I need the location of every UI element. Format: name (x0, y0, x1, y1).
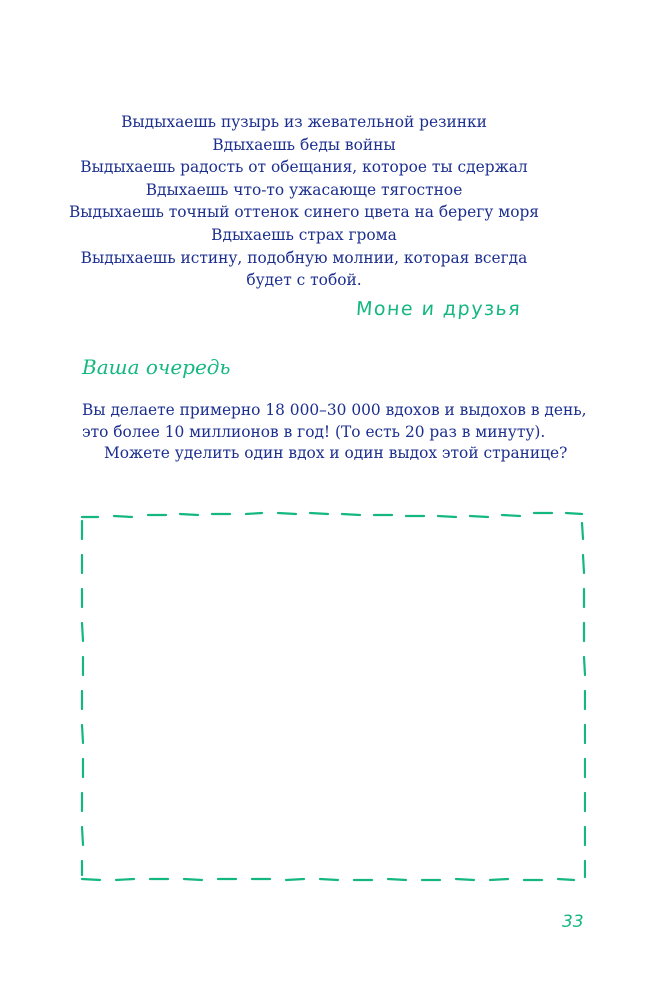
paragraph-line: Вы делаете примерно 18 000–30 000 вдохов и выдохов в день, (82, 401, 587, 419)
poem-line: Выдыхаешь радость от обещания, которое ты сдержал (80, 158, 528, 177)
poem-line: Выдыхаешь точный оттенок синего цвета на берегу моря (68, 203, 540, 222)
page-number: 33 (562, 912, 584, 932)
paragraph-line: это более 10 миллионов в год! (То есть 20 раз в минуту). (82, 422, 546, 441)
dashed-drawing-area[interactable] (80, 509, 586, 883)
poem-line: будет с тобой. (246, 271, 362, 290)
poem (0, 111, 608, 292)
poem-line: Выдыхаешь истину, подобную молнии, которая всегда (80, 248, 528, 267)
section-title: Ваша очередь (82, 355, 231, 379)
section-paragraph (82, 400, 602, 465)
poem-line: Вдыхаешь что-то ужасающе тягостное (145, 180, 463, 199)
poem-signature: Моне и друзья (355, 298, 523, 320)
poem-line: Вдыхаешь страх грома (211, 225, 397, 244)
paragraph-line: Можете уделить один вдох и один выдох этой странице? (104, 444, 568, 462)
poem-line: Вдыхаешь беды войны (212, 135, 396, 154)
dashed-border (80, 509, 586, 883)
poem-line: Выдыхаешь пузырь из жевательной резинки (121, 113, 487, 131)
